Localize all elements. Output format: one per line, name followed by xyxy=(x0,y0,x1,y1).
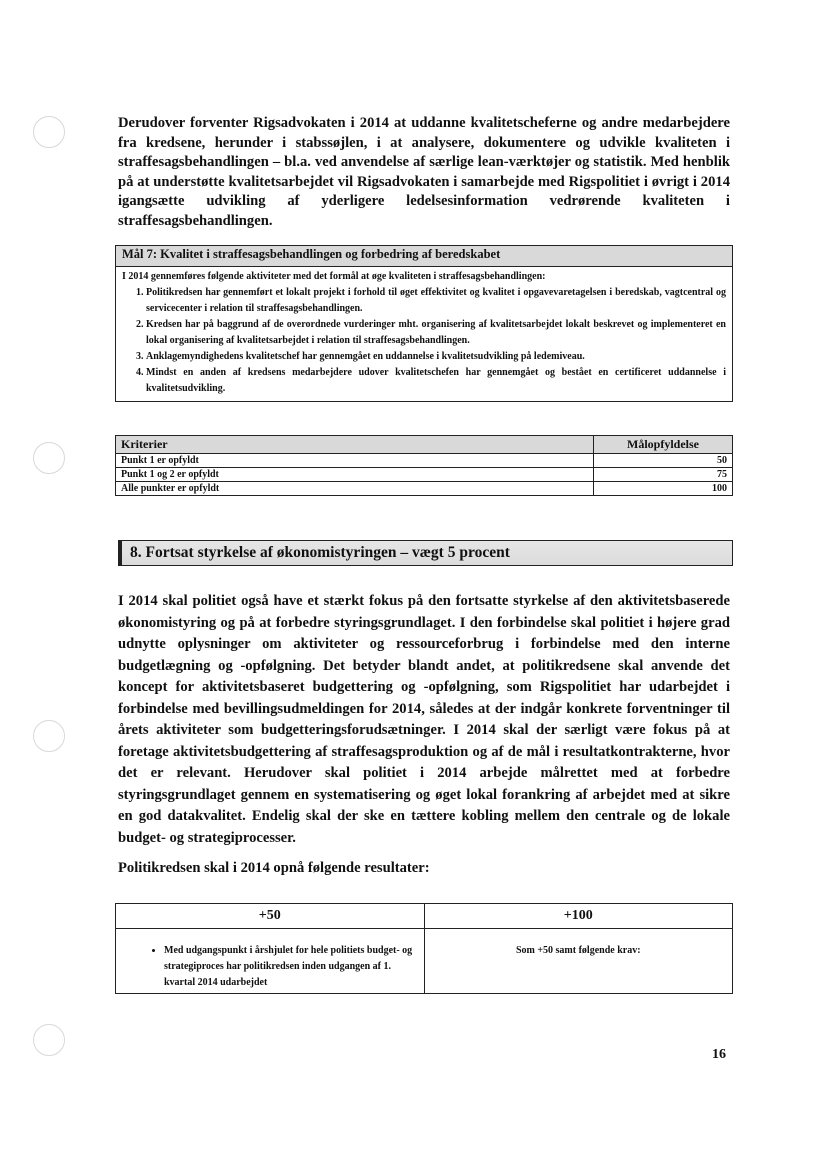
table-header-row xyxy=(116,436,733,454)
intro-paragraph: Derudover forventer Rigsadvokaten i 2014 at uddanne kvalitetscheferne og andre medarbejdere fra kredsene, herunder i stabssøjlen, i at analysere, dokumentere og udvikle kvaliteten i straffesagsbehandlingen – bl.a. ved anvendelse af særlige lean-værktøjer og statistik. Med henblik på at understøtte kvalitetsarbejdet vil Rigsadvokaten i samarbejde med Rigspolitiet i øvrigt i 2014 igangsætte udvikling af yderligere ledelsesinformation vedrørende kvaliteten i straffesagsbehandlingen. xyxy=(118,115,730,229)
criteria-table xyxy=(115,435,733,496)
page-number: 16 xyxy=(712,1047,726,1062)
table-header-row xyxy=(116,904,733,929)
table-row xyxy=(116,482,733,496)
criteria-label: Alle punkter er opfyldt xyxy=(116,482,594,496)
goal-body xyxy=(116,267,732,401)
criteria-value: 50 xyxy=(594,454,733,468)
goal-item: 1. Politikredsen har gennemført et lokalt projekt i forhold til øget effektivitet og kvalitet i opgavevaretagelsen i beredskab, vagtcentral og servicecenter i relation til straffesagsbehandlingen. xyxy=(146,285,726,317)
body-paragraph: I 2014 skal politiet også have et stærkt fokus på den fortsatte styrkelse af den aktivitetsbaserede økonomistyring og på at forbedre styringsgrundlaget. I den forbindelse skal politiet i højere grad udnytte oplysninger om aktiviteter og ressourceforbrug i forbindelse med den interne budgetlægning og -opfølgning. Det betyder blandt andet, at politikredsene skal anvende det koncept for aktivitetsbaseret budgettering og -opfølgning, som Rigspolitiet har udarbejdet i forbindelse med bevillingsudmeldingen for 2014, således at der indgår konkrete forventninger til årets aktiviteter som budgetteringsforudsætninger. I 2014 skal der særligt være fokus på at foretage aktivitetsbudgettering af straffesagsproduktion og af de mål i resultatkontrakterne, hvor det er relevant. Herudover skal politiet i 2014 arbejde målrettet med at forbedre styringsgrundlaget gennem en systematisering og øget lokal forankring af arbejdet med at sikre en god datakvalitet. Endelig skal der ske en tættere kobling mellem den centrale og de lokale budget- og strategiprocesser. xyxy=(118,593,730,846)
list-item: • Med udgangspunkt i årshjulet for hele politiets budget- og strategiproces har politikredsen inden udgangen af 1. kvartal 2014 udarbejdet xyxy=(164,943,416,991)
results-header-50: +50 xyxy=(116,904,425,929)
goal-box xyxy=(115,245,733,402)
punch-hole xyxy=(33,116,65,148)
results-cell-100: Som +50 samt følgende krav: xyxy=(424,929,733,994)
fulfilment-header: Målopfyldelse xyxy=(594,436,733,454)
punch-hole xyxy=(33,1024,65,1056)
criteria-label: Punkt 1 og 2 er opfyldt xyxy=(116,468,594,482)
goal-item: 4. Mindst en anden af kredsens medarbejdere udover kvalitetschefen har gennemgået og bestået en certificeret uddannelse i kvalitetsudvikling. xyxy=(146,365,726,397)
goal-intro: I 2014 gennemføres følgende aktiviteter med det formål at øge kvaliteten i straffesagsbehandlingen: xyxy=(122,271,546,282)
results-table xyxy=(115,903,733,994)
lead-paragraph: Politikredsen skal i 2014 opnå følgende resultater: xyxy=(118,860,430,876)
table-row xyxy=(116,454,733,468)
goal-list xyxy=(122,285,726,397)
criteria-label: Punkt 1 er opfyldt xyxy=(116,454,594,468)
results-cell-50 xyxy=(116,929,425,994)
criteria-value: 75 xyxy=(594,468,733,482)
results-header-100: +100 xyxy=(424,904,733,929)
criteria-value: 100 xyxy=(594,482,733,496)
punch-hole xyxy=(33,442,65,474)
section-heading: 8. Fortsat styrkelse af økonomistyringen – vægt 5 procent xyxy=(118,540,733,566)
goal-title: Mål 7: Kvalitet i straffesagsbehandlingen og forbedring af beredskabet xyxy=(116,246,732,267)
table-row xyxy=(116,468,733,482)
table-row xyxy=(116,929,733,994)
goal-item: 2. Kredsen har på baggrund af de overordnede vurderinger mht. organisering af kvalitetsarbejdet lokalt beskrevet og implementeret en lokal organisering af kvalitetsarbejdet i relation til straffesagsbehandlingen. xyxy=(146,317,726,349)
goal-item: 3. Anklagemyndighedens kvalitetschef har gennemgået en uddannelse i kvalitetsudvikling på ledemiveau. xyxy=(146,349,726,365)
punch-hole xyxy=(33,720,65,752)
criteria-header: Kriterier xyxy=(116,436,594,454)
